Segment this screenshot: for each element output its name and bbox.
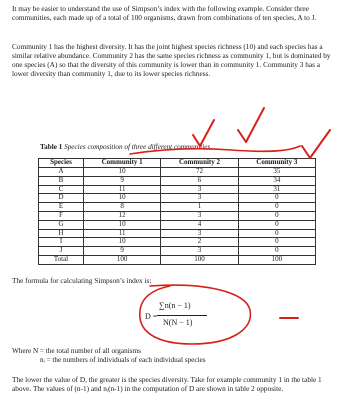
cell: E: [39, 203, 84, 212]
formula-numerator: ∑n(n − 1): [159, 301, 191, 310]
formula-intro: The formula for calculating Simpson’s index is:: [12, 276, 152, 285]
cell: 100: [83, 255, 160, 264]
cell: 10: [83, 168, 160, 177]
cell: Total: [39, 255, 84, 264]
cell: C: [39, 185, 84, 194]
cell: 4: [161, 220, 238, 229]
header-community-1: Community 1: [83, 159, 160, 168]
cell: 3: [161, 229, 238, 238]
cell: 100: [161, 255, 238, 264]
cell: 3: [161, 211, 238, 220]
checkmark-2-mark: [238, 108, 264, 142]
where-line-1: Where N = the total number of all organisms: [12, 347, 141, 355]
cell: 11: [83, 229, 160, 238]
cell: 10: [83, 220, 160, 229]
table-caption-number: Table 1: [40, 143, 63, 151]
community-paragraph: Community 1 has the highest diversity. It has the joint highest species richness (10) and each species has a similar relative abundance. Community 2 has the same species richness as community 1, but is dominated by one species (A) so that the diversity of this community is lower than in community 1. Community 3 has a lower diversity than community 1, due to its lower species richness.: [12, 42, 331, 78]
cell: 6: [161, 176, 238, 185]
cell: 72: [161, 168, 238, 177]
cell: 9: [83, 176, 160, 185]
cell: D: [39, 194, 84, 203]
closing-paragraph: The lower the value of D, the greater is the species diversity. Take for example community 1 in the table 1 above. The values of (n-1) and nᵢ(n-1) in the computation of D are shown in table 2 opposite.: [12, 375, 322, 393]
cell: 10: [83, 238, 160, 247]
cell: 3: [161, 185, 238, 194]
cell: 35: [238, 168, 315, 177]
cell: B: [39, 176, 84, 185]
cell: 0: [238, 211, 315, 220]
cell: 12: [83, 211, 160, 220]
header-species: Species: [39, 159, 84, 168]
header-community-3: Community 3: [238, 159, 315, 168]
table-caption-text: Species composition of three different communities.: [64, 143, 213, 151]
cell: F: [39, 211, 84, 220]
header-community-2: Community 2: [161, 159, 238, 168]
intro-paragraph: It may be easier to understand the use of Simpson’s index with the following example. Consider three communities, each made up of a total of 100 organisms, drawn from combinations of ten species, A to J.: [12, 4, 317, 22]
cell: 1: [161, 203, 238, 212]
cell: 9: [83, 247, 160, 256]
cell: 2: [161, 238, 238, 247]
formula-lhs: D =: [145, 312, 158, 321]
cell: 11: [83, 185, 160, 194]
cell: G: [39, 220, 84, 229]
cell: I: [39, 238, 84, 247]
cell: 34: [238, 176, 315, 185]
checkmark-3-mark: [302, 130, 330, 158]
cell: A: [39, 168, 84, 177]
cell: 31: [238, 185, 315, 194]
cell: 3: [161, 247, 238, 256]
cell: J: [39, 247, 84, 256]
formula-circle-mark: [140, 285, 251, 344]
cell: 0: [238, 194, 315, 203]
formula-denominator: N(N − 1): [163, 318, 193, 327]
where-line-2: nᵢ = the numbers of individuals of each individual species: [40, 356, 206, 364]
cell: 8: [83, 203, 160, 212]
cell: H: [39, 229, 84, 238]
cell: 10: [83, 194, 160, 203]
cell: 0: [238, 229, 315, 238]
checkmark-1-mark: [193, 120, 214, 146]
caption-scribble-mark: [130, 146, 300, 154]
cell: 100: [238, 255, 315, 264]
cell: 0: [238, 238, 315, 247]
cell: 3: [161, 194, 238, 203]
cell: 0: [238, 203, 315, 212]
cell: 0: [238, 247, 315, 256]
cell: 0: [238, 220, 315, 229]
